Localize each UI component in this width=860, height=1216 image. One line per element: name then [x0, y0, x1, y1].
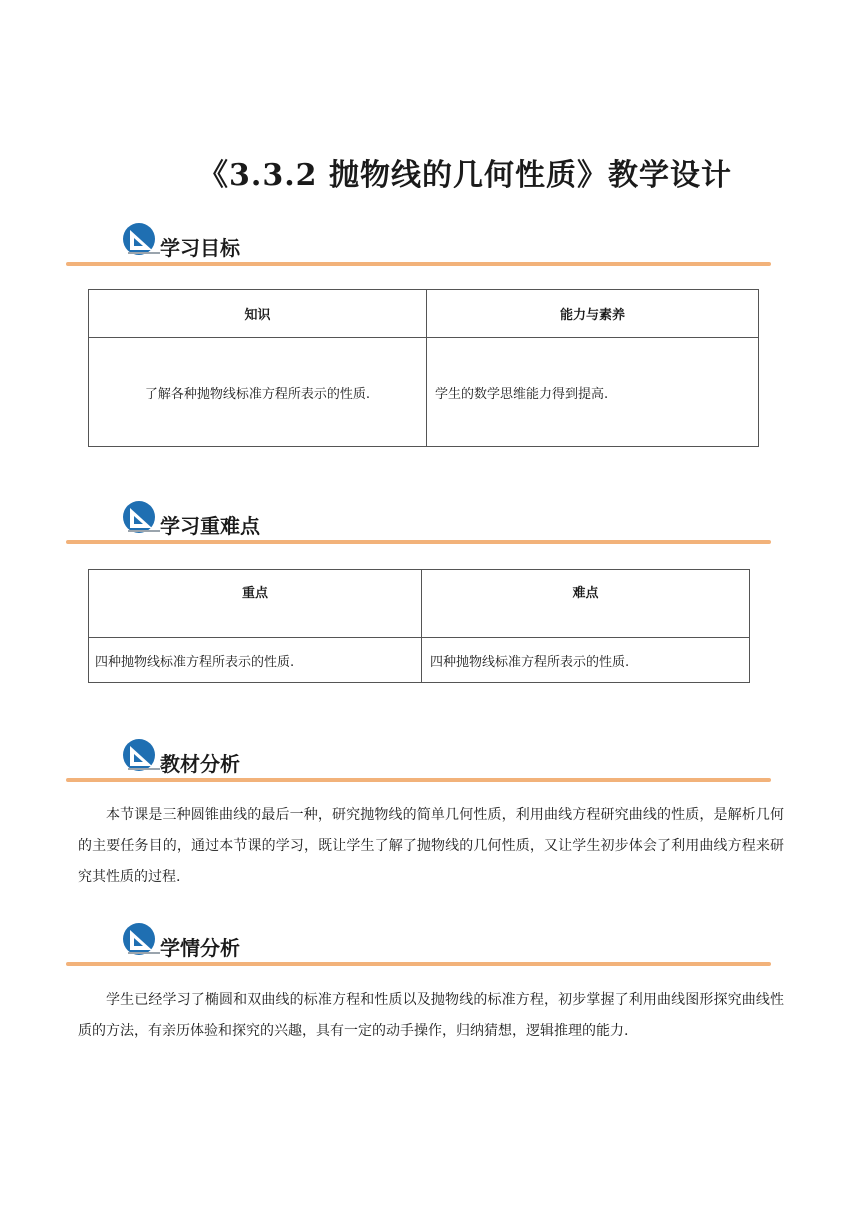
section-heading: 学习重难点 [160, 514, 260, 538]
section-divider [66, 262, 771, 266]
table-header-row [89, 290, 759, 338]
table-header-difficult: 难点 [422, 570, 750, 638]
textbook-analysis-paragraph: 本节课是三种圆锥曲线的最后一种，研究抛物线的简单几何性质，利用曲线方程研究曲线的性质，是解析几何的主要任务目的，通过本节课的学习，既让学生了解了抛物线的几何性质，又让学生初步体会了利用曲线方程来研究其性质的过程. [78, 807, 784, 885]
section-heading: 学习目标 [160, 236, 240, 260]
section-header-students [66, 922, 771, 970]
table-cell-knowledge: 了解各种抛物线标准方程所表示的性质. [89, 338, 427, 447]
page-title: 《3.3.2 抛物线的几何性质》教学设计 [198, 158, 732, 193]
section-header-key-points [66, 500, 771, 548]
student-analysis-paragraph: 学生已经学习了椭圆和双曲线的标准方程和性质以及抛物线的标准方程，初步掌握了利用曲线图形探究曲线性质的方法，有亲历体验和探究的兴趣，具有一定的动手操作，归纳猜想，逻辑推理的能力. [78, 992, 784, 1039]
objectives-table [88, 289, 759, 447]
table-header-ability: 能力与素养 [427, 290, 759, 338]
table-cell-key: 四种抛物线标准方程所表示的性质. [89, 638, 422, 683]
section-header-textbook [66, 738, 771, 786]
set-square-emblem-icon [122, 222, 162, 258]
section-header-objectives [66, 222, 771, 270]
table-header-knowledge: 知识 [89, 290, 427, 338]
table-cell-difficult: 四种抛物线标准方程所表示的性质. [422, 638, 750, 683]
key-points-table [88, 569, 750, 683]
section-heading: 教材分析 [160, 752, 240, 776]
section-divider [66, 540, 771, 544]
table-header-row [89, 570, 750, 638]
table-row [89, 638, 750, 683]
set-square-emblem-icon [122, 738, 162, 774]
table-row [89, 338, 759, 447]
set-square-emblem-icon [122, 922, 162, 958]
table-cell-ability: 学生的数学思维能力得到提高. [427, 338, 759, 447]
section-divider [66, 778, 771, 782]
table-header-key: 重点 [89, 570, 422, 638]
set-square-emblem-icon [122, 500, 162, 536]
section-heading: 学情分析 [160, 936, 240, 960]
section-divider [66, 962, 771, 966]
